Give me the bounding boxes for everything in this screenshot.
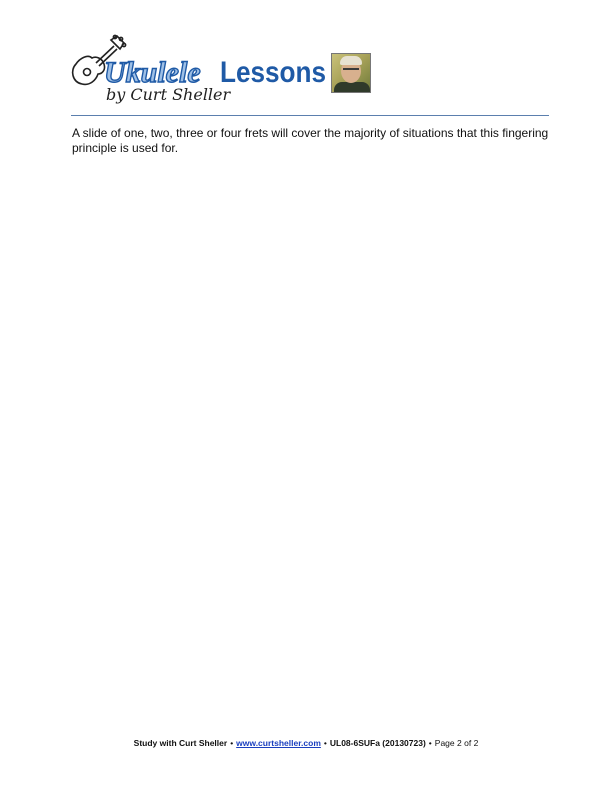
footer-page-current: 2 [457,738,462,748]
photo-glasses [343,68,359,74]
footer-page-total: 2 [473,738,479,748]
footer-separator: • [323,738,327,748]
logo-word-lessons: Lessons [220,56,326,89]
header [70,34,550,104]
footer-page-label: Page [434,738,455,748]
header-divider [71,115,549,116]
footer-document-code: UL08-6SUFa (20130723) [329,738,426,748]
body-paragraph: A slide of one, two, three or four frets will cover the majority of situations that this fingering principle is used for. [72,126,549,155]
footer-website-link[interactable]: www.curtsheller.com [236,738,321,748]
footer-separator: • [230,738,234,748]
instructor-photo [331,53,371,93]
photo-shirt [334,82,370,93]
footer-study-text: Study with Curt Sheller [133,738,228,748]
photo-hair [340,56,362,65]
footer-separator: • [428,738,432,748]
footer-page-of: of [464,738,472,748]
logo-word-ukulele: Ukulele [104,56,201,89]
footer [0,738,612,748]
logo-byline: by Curt Sheller [106,85,231,104]
